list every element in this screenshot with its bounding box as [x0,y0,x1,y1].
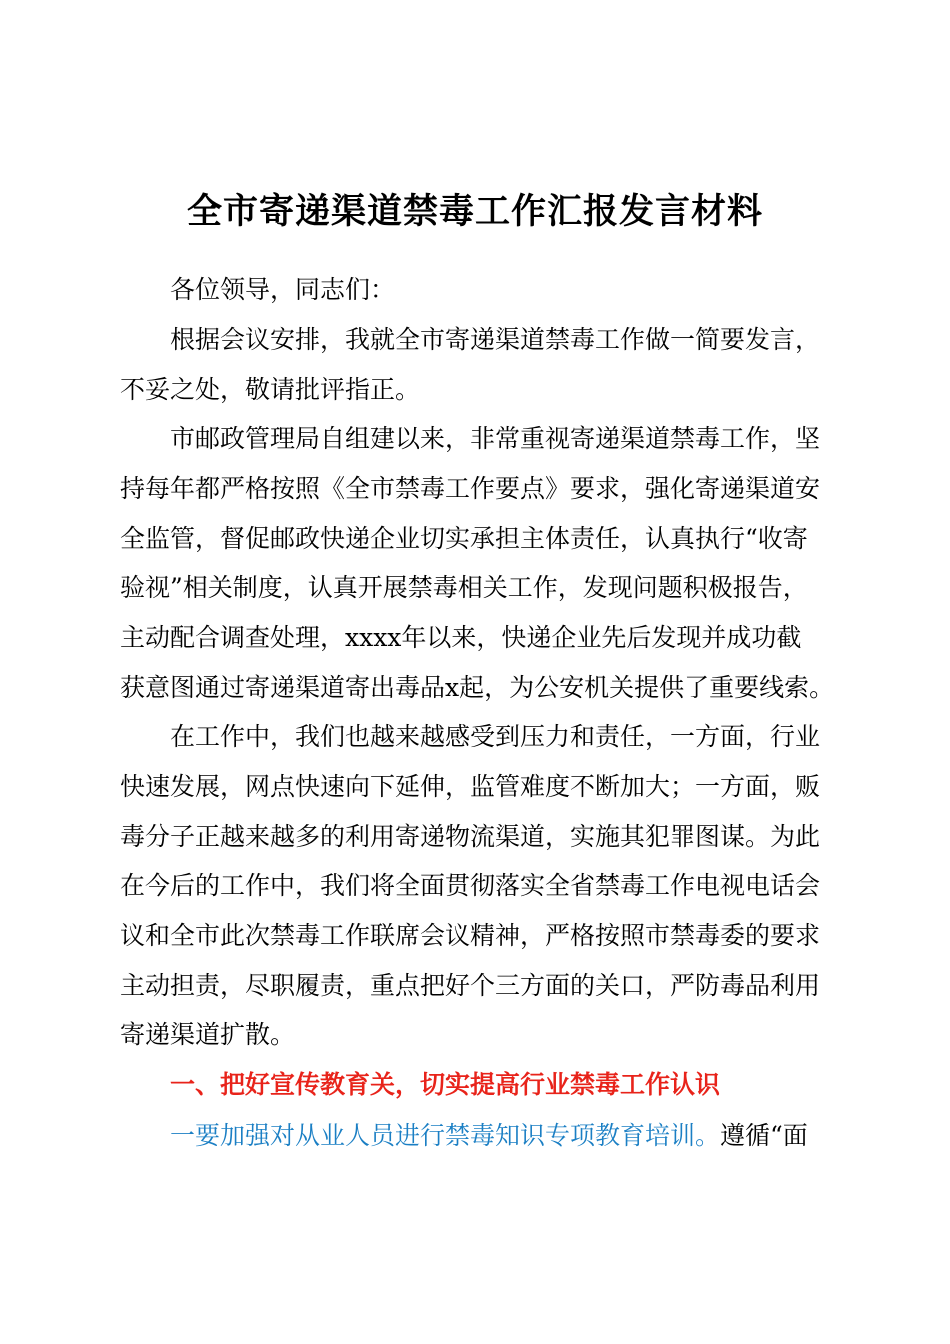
paragraph-line: 在今后的工作中，我们将全面贯彻落实全省禁毒工作电视电话会 [120,871,821,900]
paragraph-line: 市邮政管理局自组建以来，非常重视寄递渠道禁毒工作，坚 [170,424,821,453]
paragraph-line: 主动配合调查处理，xxxx年以来，快递企业先后发现并成功截 [120,623,802,652]
paragraph-line: 主动担责，尽职履责，重点把好个三方面的关口，严防毒品利用 [120,971,821,1000]
subpoint-text: 遵循“面 [720,1121,808,1150]
paragraph-line: 快速发展，网点快速向下延伸，监管难度不断加大；一方面，贩 [120,772,821,801]
paragraph-line: 毒分子正越来越多的利用寄递物流渠道，实施其犯罪图谋。为此 [120,822,821,851]
subpoint-heading: 一要加强对从业人员进行禁毒知识专项教育培训。 [170,1121,721,1150]
paragraph-line: 寄递渠道扩散。 [120,1020,296,1049]
paragraph-line: 验视”相关制度，认真开展禁毒相关工作，发现问题积极报告， [120,573,808,602]
document-title: 全市寄递渠道禁毒工作汇报发言材料 [186,191,763,232]
paragraph-line: 议和全市此次禁毒工作联席会议精神，严格按照市禁毒委的要求 [120,921,821,950]
paragraph-line: 持每年都严格按照《全市禁毒工作要点》要求，强化寄递渠道安 [120,474,821,503]
paragraph-line: 全监管，督促邮政快递企业切实承担主体责任，认真执行“收寄 [120,524,808,553]
paragraph-line: 各位领导，同志们： [170,275,396,304]
paragraph-line: 在工作中，我们也越来越感受到压力和责任，一方面，行业 [170,722,821,751]
paragraph-line: 不妥之处，敬请批评指正。 [120,375,421,404]
paragraph-line: 获意图通过寄递渠道寄出毒品x起，为公安机关提供了重要线索。 [120,673,835,702]
subpoint-line [170,1118,808,1154]
paragraph-line: 根据会议安排，我就全市寄递渠道禁毒工作做一简要发言， [170,325,821,354]
section-heading: 一、把好宣传教育关，切实提高行业禁毒工作认识 [170,1070,721,1099]
